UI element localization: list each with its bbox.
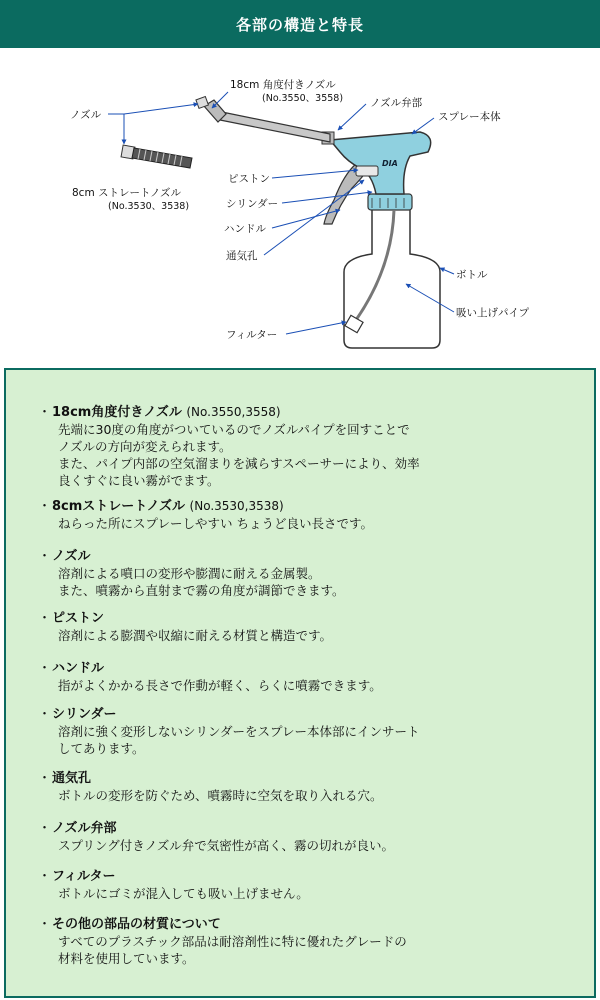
label-suction-pipe: 吸い上げパイプ xyxy=(456,307,530,319)
feature-title: ノズル xyxy=(52,549,91,564)
brand-logo: DIA xyxy=(382,159,398,168)
feature-line: 先端に30度の角度がついているのでノズルパイプを回すことで xyxy=(58,422,410,437)
feature-nozzle: ・ノズル 溶剤による噴口の変形や膨潤に耐える金属製。 また、噴霧から直射まで霧の角度が調節できます。 xyxy=(38,548,578,599)
label-spray-body: スプレー本体 xyxy=(438,111,501,123)
feature-title: 8cmストレートノズル xyxy=(52,499,185,514)
feature-line: してあります。 xyxy=(58,741,145,756)
feature-line: すべてのプラスチック部品は耐溶剤性に特に優れたグレードの xyxy=(58,934,407,949)
feature-vent: ・通気孔 ボトルの変形を防ぐため、噴霧時に空気を取り入れる穴。 xyxy=(38,770,578,804)
feature-cylinder: ・シリンダー 溶剤に強く変形しないシリンダーをスプレー本体部にインサート してあります。 xyxy=(38,706,578,757)
label-piston: ピストン xyxy=(228,173,270,185)
feature-line: また、噴霧から直射まで霧の角度が調節できます。 xyxy=(58,583,345,598)
feature-piston: ・ピストン 溶剤による膨潤や収縮に耐える材質と構造です。 xyxy=(38,610,578,644)
feature-filter: ・フィルター ボトルにゴミが混入しても吸い上げません。 xyxy=(38,868,578,902)
feature-title: フィルター xyxy=(52,869,116,884)
feature-line: 材料を使用しています。 xyxy=(58,951,195,966)
feature-line: ボトルの変形を防ぐため、噴霧時に空気を取り入れる穴。 xyxy=(58,788,383,803)
label-nozzle: ノズル xyxy=(70,109,102,121)
feature-line: 溶剤に強く変形しないシリンダーをスプレー本体部にインサート xyxy=(58,724,420,739)
feature-other-materials: ・その他の部品の材質について すべてのプラスチック部品は耐溶剤性に特に優れたグレードの 材料を使用しています。 xyxy=(38,916,578,967)
straight-nozzle-shape xyxy=(121,145,192,168)
feature-title: シリンダー xyxy=(52,707,117,722)
page-title: 各部の構造と特長 xyxy=(235,15,364,34)
bottle-collar xyxy=(368,194,412,210)
feature-model: (No.3530,3538) xyxy=(189,499,284,513)
label-vent: 通気孔 xyxy=(226,250,258,262)
feature-line: ノズルの方向が変えられます。 xyxy=(58,439,232,454)
feature-line: ねらった所にスプレーしやすい ちょうど良い長さです。 xyxy=(58,516,373,531)
label-angled-nozzle-model: (No.3550、3558) xyxy=(262,93,344,104)
feature-line: 指がよくかかる長さで作動が軽く、らくに噴霧できます。 xyxy=(58,678,382,693)
angled-nozzle-shape xyxy=(220,112,330,142)
feature-line: 溶剤による噴口の変形や膨潤に耐える金属製。 xyxy=(58,566,321,581)
sprayer-diagram xyxy=(0,48,600,366)
feature-title: ピストン xyxy=(52,611,105,626)
label-straight-nozzle-model: (No.3530、3538) xyxy=(108,201,190,212)
label-bottle: ボトル xyxy=(456,269,488,281)
page-header xyxy=(0,0,600,48)
label-straight-nozzle: 8cm ストレートノズル xyxy=(72,187,181,199)
feature-title: 通気孔 xyxy=(52,771,92,786)
feature-nozzle-valve: ・ノズル弁部 スプリング付きノズル弁で気密性が高く、霧の切れが良い。 xyxy=(38,820,578,854)
feature-line: ボトルにゴミが混入しても吸い上げません。 xyxy=(58,886,309,901)
feature-line: また、パイプ内部の空気溜まりを減らすスペーサーにより、効率 xyxy=(58,456,420,471)
feature-line: 良くすぐに良い霧がでます。 xyxy=(58,473,220,488)
feature-line: スプリング付きノズル弁で気密性が高く、霧の切れが良い。 xyxy=(58,838,395,853)
feature-handle: ・ハンドル 指がよくかかる長さで作動が軽く、らくに噴霧できます。 xyxy=(38,660,578,694)
feature-title: 18cm角度付きノズル xyxy=(52,405,182,420)
feature-title: ノズル弁部 xyxy=(52,821,117,836)
label-cylinder: シリンダー xyxy=(226,198,279,210)
features-panel xyxy=(4,368,596,998)
label-handle: ハンドル xyxy=(224,223,266,235)
label-angled-nozzle: 18cm 角度付きノズル xyxy=(230,79,336,91)
piston-shape xyxy=(356,166,378,176)
label-nozzle-valve: ノズル弁部 xyxy=(370,97,423,109)
feature-line: 溶剤による膨潤や収縮に耐える材質と構造です。 xyxy=(58,628,333,643)
feature-straight-nozzle: ・8cmストレートノズル (No.3530,3538) ねらった所にスプレーしやすい ちょうど良い長さです。 xyxy=(38,498,578,532)
feature-title: その他の部品の材質について xyxy=(52,917,221,932)
feature-title: ハンドル xyxy=(52,661,105,676)
feature-angled-nozzle: ・18cm角度付きノズル (No.3550,3558) 先端に30度の角度がついているのでノズルパイプを回すことで ノズルの方向が変えられます。 また、パイプ内部の空気溜まりを減らすスペーサーにより、効率 良くすぐに良い霧がでます。 xyxy=(38,404,578,489)
feature-model: (No.3550,3558) xyxy=(186,405,281,419)
label-filter: フィルター xyxy=(226,329,278,341)
